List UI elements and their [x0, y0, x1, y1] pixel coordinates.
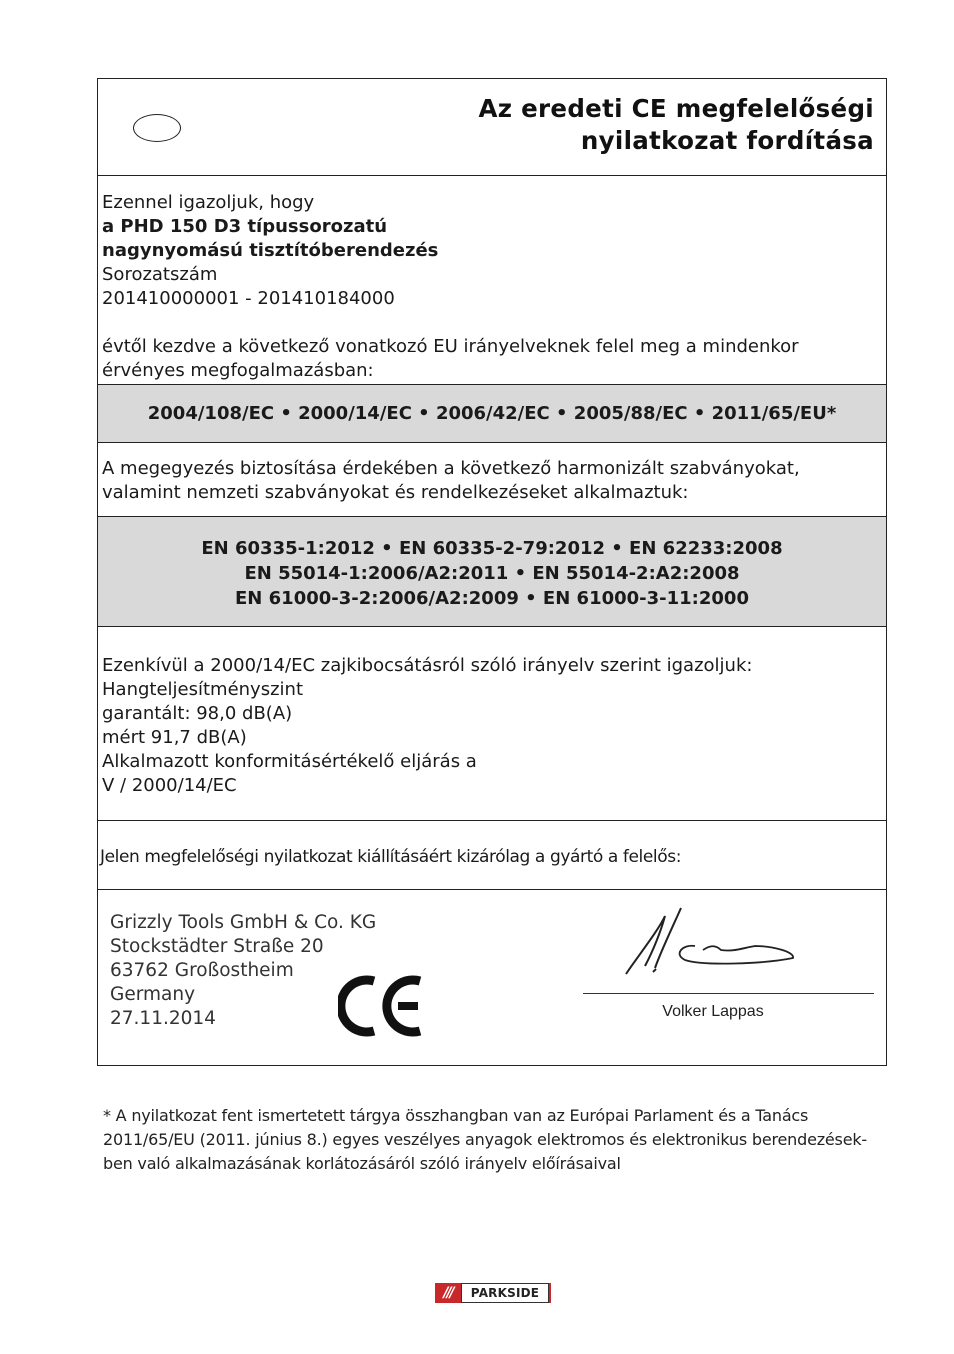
signature-line — [583, 993, 874, 994]
date: 27.11.2014 — [110, 1008, 216, 1029]
standards-line-2: EN 55014-1:2006/A2:2011 • EN 55014-2:A2:2008 — [244, 563, 740, 584]
noise-line-2: Hangteljesítményszint — [102, 679, 304, 700]
signature-icon — [623, 906, 803, 978]
page-title — [478, 93, 874, 157]
noise-line-3: garantált: 98,0 dB(A) — [102, 703, 293, 724]
responsibility-section — [98, 820, 886, 889]
logo-text: PARKSIDE — [461, 1283, 549, 1303]
declaration-frame — [97, 78, 887, 1066]
title-line-1: Az eredeti CE megfelelőségi — [478, 94, 874, 123]
street: Stockstädter Straße 20 — [110, 936, 324, 957]
country-code-oval — [133, 114, 181, 142]
logo-stripes: /// — [443, 1285, 453, 1301]
serial-label: Sorozatszám — [102, 264, 218, 285]
intro-line: Ezennel igazoljuk, hogy — [102, 192, 315, 213]
intro-section — [98, 175, 886, 384]
footnote: * A nyilatkozat fent ismertetett tárgya összhangban van az Európai Parlament és a Tanács 2011/65/EU (2011. június 8.) egyes veszélyes anyagok elektromos és elektronikus berendezések-ben való alkalmazásának korlátozásáról szóló irányelv előírásaival — [103, 1106, 867, 1173]
noise-line-6: V / 2000/14/EC — [102, 775, 237, 796]
noise-line-5: Alkalmazott konformitásértékelő eljárás a — [102, 751, 477, 772]
company-name: Grizzly Tools GmbH & Co. KG — [110, 912, 377, 933]
title-line-2: nyilatkozat fordítása — [580, 126, 874, 155]
ce-mark-icon — [338, 973, 426, 1039]
product-line-1: a PHD 150 D3 típussorozatú — [102, 216, 388, 237]
compliance-text: évtől kezdve a következő vonatkozó EU irányelveknek felel meg a mindenkor érvényes megfogalmazásban: — [102, 336, 799, 381]
standards-line-3: EN 61000-3-2:2006/A2:2009 • EN 61000-3-11:2000 — [235, 588, 749, 609]
standards-band — [98, 516, 886, 626]
product-line-2: nagynyomású tisztítóberendezés — [102, 240, 439, 261]
noise-line-1: Ezenkívül a 2000/14/EC zajkibocsátásról szóló irányelv szerint igazoljuk: — [102, 655, 753, 676]
signatory-name: Volker Lappas — [662, 1003, 764, 1020]
serial-range: 201410000001 - 201410184000 — [102, 288, 395, 309]
directives-band — [98, 384, 886, 442]
standards-line-1: EN 60335-1:2012 • EN 60335-2-79:2012 • EN 62233:2008 — [201, 538, 783, 559]
parkside-logo — [435, 1283, 551, 1303]
noise-line-4: mért 91,7 dB(A) — [102, 727, 247, 748]
manufacturer-address — [110, 911, 376, 1031]
responsibility-text: Jelen megfelelőségi nyilatkozat kiállításáért kizárólag a gyártó a felelős: — [100, 847, 682, 867]
harmonized-text: A megegyezés biztosítása érdekében a következő harmonizált szabványokat, valamint nemzeti szabványokat és rendelkezéseket alkalmaztuk: — [102, 458, 800, 503]
signature-section — [98, 889, 886, 1065]
noise-section — [98, 626, 886, 820]
country: Germany — [110, 984, 196, 1005]
harmonized-section — [98, 442, 886, 516]
directives-list: 2004/108/EC • 2000/14/EC • 2006/42/EC • 2005/88/EC • 2011/65/EU* — [147, 403, 837, 424]
city: 63762 Großostheim — [110, 960, 294, 981]
header-section — [98, 79, 886, 175]
